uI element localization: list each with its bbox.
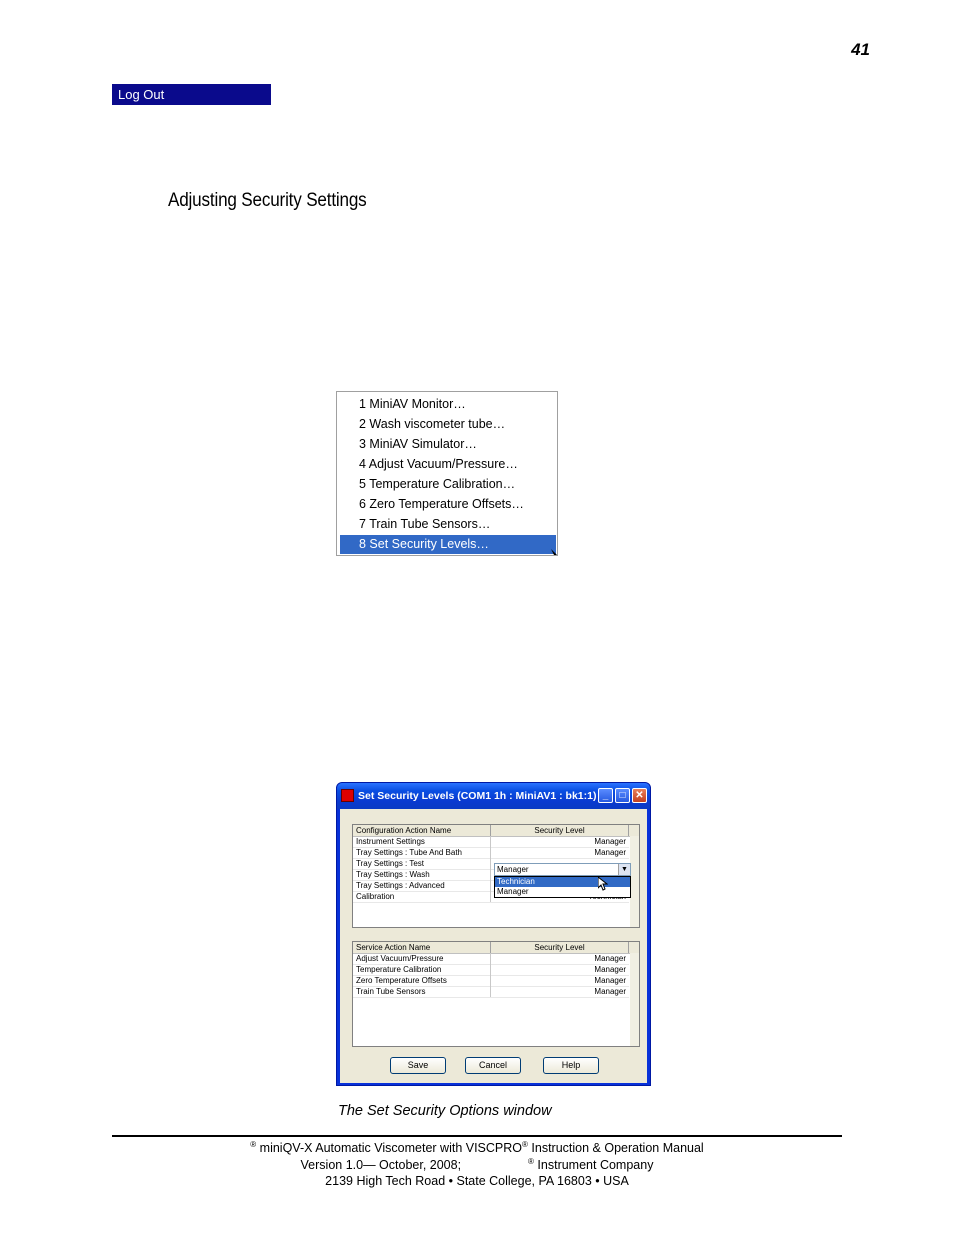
dialog-title: Set Security Levels (COM1 1h : MiniAV1 : bk1:1) [358,790,597,802]
combo-value: Manager [497,865,529,874]
table-row[interactable]: Tray Settings : Wash [353,869,629,881]
menu-item-temperature-calibration[interactable]: 5 Temperature Calibration… [359,477,516,491]
service-actions-grid [352,941,640,1047]
close-button[interactable]: ✕ [632,788,647,803]
chevron-down-icon[interactable]: ▼ [618,864,630,875]
menu-item-adjust-vacuum[interactable]: 4 Adjust Vacuum/Pressure… [359,457,518,471]
service-action-name-header[interactable]: Service Action Name [353,942,491,953]
dropdown-option-manager[interactable]: Manager [497,887,529,896]
config-security-level-header[interactable]: Security Level [491,825,629,836]
page-number: 41 [851,40,870,59]
security-level-combobox[interactable] [494,863,631,876]
dropdown-option-technician[interactable]: Technician [495,877,630,887]
table-row[interactable]: Adjust Vacuum/Pressure Manager [353,953,629,965]
footer-line-3: 2139 High Tech Road • State College, PA 16803 • USA [325,1174,629,1188]
dialog-titlebar [337,783,650,809]
menu-item-wash-tube[interactable]: 2 Wash viscometer tube… [359,417,506,431]
cancel-button[interactable]: Cancel [465,1057,521,1074]
menu-item-train-tube-sensors[interactable]: 7 Train Tube Sensors… [359,517,491,531]
footer-line-1: ® miniQV-X Automatic Viscometer with VISCPRO® Instruction & Operation Manual [250,1139,704,1155]
table-row[interactable]: Tray Settings : Tube And Bath Manager [353,847,629,859]
table-row[interactable]: Tray Settings : Advanced [353,880,629,892]
figure-caption: The Set Security Options window [338,1103,552,1119]
save-button[interactable]: Save [390,1057,446,1074]
table-row[interactable]: Tray Settings : Test [353,858,629,870]
service-security-level-header[interactable]: Security Level [491,942,629,953]
app-icon [341,789,354,802]
table-row[interactable]: Instrument Settings Manager [353,836,629,848]
security-level-dropdown[interactable] [494,876,631,898]
mouse-pointer-icon [598,877,608,891]
service-grid-scrollbar[interactable] [630,953,639,1046]
menu-item-set-security-levels[interactable]: 8 Set Security Levels… [340,535,556,554]
config-grid-scrollbar[interactable] [630,836,639,927]
footer-line-2: Version 1.0— October, 2008; ® Instrument Company [300,1156,654,1172]
minimize-button[interactable]: _ [598,788,613,803]
configuration-actions-grid [352,824,640,928]
maximize-button[interactable]: □ [615,788,630,803]
help-button[interactable]: Help [543,1057,599,1074]
cursor-icon [551,549,557,555]
table-row[interactable]: Train Tube Sensors Manager [353,986,629,998]
menu-item-zero-temperature-offsets[interactable]: 6 Zero Temperature Offsets… [359,497,524,511]
menu-item-miniav-monitor[interactable]: 1 MiniAV Monitor… [359,397,466,411]
table-row[interactable]: Temperature Calibration Manager [353,964,629,976]
log-out-menu-item[interactable]: Log Out [112,84,271,105]
tools-context-menu [336,391,558,556]
section-heading: Adjusting Security Settings [168,190,367,211]
footer-divider [112,1135,842,1137]
table-row[interactable]: Calibration [353,891,629,903]
set-security-levels-dialog [336,782,651,1086]
table-row[interactable]: Zero Temperature Offsets Manager [353,975,629,987]
config-action-name-header[interactable]: Configuration Action Name [353,825,491,836]
menu-item-miniav-simulator[interactable]: 3 MiniAV Simulator… [359,437,477,451]
dialog-client-area [340,809,647,1083]
